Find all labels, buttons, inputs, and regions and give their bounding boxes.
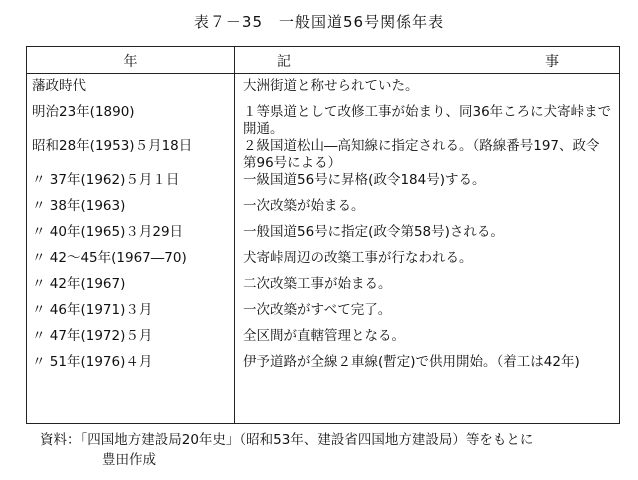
table-header [27, 47, 619, 74]
row-date: 〃 46年(1971)３月 [32, 302, 153, 318]
row-date: 〃 42年(1967) [32, 276, 126, 292]
column-divider [234, 47, 235, 423]
row-event: 一次改築がすべて完了。 [243, 302, 392, 318]
row-event: 大洲街道と称せられていた。 [243, 78, 419, 94]
row-date: 〃 51年(1976)４月 [32, 354, 153, 370]
row-event: 全区間が直轄管理となる。 [243, 328, 405, 344]
table-row-4 [27, 172, 619, 198]
table-row-10 [27, 328, 619, 354]
row-event: 一般国道56号に指定(政令第58号)される。 [243, 224, 504, 240]
table-row-8 [27, 276, 619, 302]
row-date: 〃 38年(1963) [32, 198, 126, 214]
header-event-char-2: 事 [545, 54, 559, 70]
row-date: 〃 42～45年(1967―70) [32, 250, 187, 266]
row-date: 〃 37年(1962)５月１日 [32, 172, 180, 188]
row-event: 二次改築工事が始まる。 [243, 276, 392, 292]
table-row-6 [27, 224, 619, 250]
table-row-3 [27, 138, 619, 172]
table-row-1 [27, 78, 619, 104]
table-row-7 [27, 250, 619, 276]
row-event: 一次改築が始まる。 [243, 198, 365, 214]
row-event: 一級国道56号に昇格(政令184号)する。 [243, 172, 486, 188]
source-line-2: 豊田作成 [102, 452, 156, 468]
row-event: ２級国道松山―高知線に指定される。（路線番号197、政令第96号による） [243, 138, 600, 171]
row-event: １等県道として改修工事が始まり、同36年ころに犬寄峠まで開通。 [243, 104, 612, 137]
row-event: 伊予道路が全線２車線(暫定)で供用開始。（着工は42年) [243, 354, 580, 370]
row-event: 犬寄峠周辺の改築工事が行なわれる。 [243, 250, 473, 266]
table-row-9 [27, 302, 619, 328]
header-event [277, 51, 559, 71]
table-title: 表７－35 一般国道56号関係年表 [193, 13, 445, 31]
row-date: 〃 40年(1965)３月29日 [32, 224, 184, 240]
row-date: 藩政時代 [32, 78, 86, 94]
table-row-5 [27, 198, 619, 224]
header-year: 年 [123, 54, 138, 70]
row-date: 明治23年(1890) [32, 104, 135, 120]
source-line-1: 資料：「四国地方建設局20年史」（昭和53年、建設省四国地方建設局）等をもとに [40, 432, 534, 448]
source-note [40, 430, 533, 470]
chronology-table [26, 46, 620, 424]
table-body [27, 74, 619, 380]
row-date: 昭和28年(1953)５月18日 [32, 138, 193, 154]
row-date: 〃 47年(1972)５月 [32, 328, 153, 344]
table-row-11 [27, 354, 619, 380]
header-event-char-1: 記 [277, 54, 291, 70]
table-row-2 [27, 104, 619, 138]
